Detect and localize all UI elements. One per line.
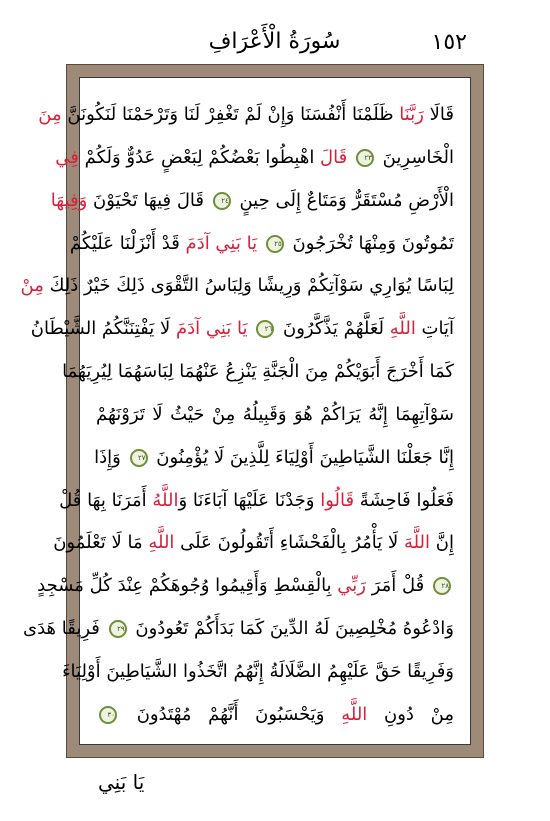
verse-text: آيَاتِ — [415, 318, 454, 340]
verse-text: قُلْ أَمَرَ — [366, 575, 430, 597]
verse-text: ظَلَمْنَا أَنْفُسَنَا وَإِنْ لَمْ تَغْفِرْ لَنَا وَتَرْحَمْنَا لَنَكُونَنَّ — [61, 104, 400, 125]
highlighted-word: فِي — [55, 146, 79, 168]
verse-line — [59, 486, 454, 516]
verse-line — [96, 400, 454, 430]
ayah-number-marker: ٢٩ — [109, 620, 127, 638]
verse-line — [50, 186, 454, 216]
ayah-number-marker: ٢٦ — [256, 320, 274, 338]
verse-line — [96, 443, 454, 473]
verse-text: إِنَّ — [430, 532, 454, 554]
verse-line — [23, 614, 454, 644]
verse-text: بِالْقِسْطِ وَأَقِيمُوا وُجُوهَكُمْ عِنْدَ كُلِّ مَسْجِدٍ — [37, 575, 338, 597]
verse-text: مَا لَا تَعْلَمُونَ — [53, 532, 149, 554]
verse-line — [69, 229, 454, 259]
verse-text: وَفَرِيقًا حَقَّ عَلَيْهِمُ الضَّلَالَةُ إِنَّهُمُ اتَّخَذُوا الشَّيَاطِينَ أَوْلِيَاءَ — [62, 660, 454, 682]
verse-text: كَمَا أَخْرَجَ أَبَوَيْكُمْ مِنَ الْجَنَّةِ يَنْزِعُ عَنْهُمَا لِبَاسَهُمَا لِيُرِيَهُمَا — [62, 361, 454, 383]
highlighted-word: رَبِّي — [337, 575, 367, 597]
ayah-number-marker: ٢٥ — [266, 235, 284, 253]
highlighted-word: قَالُوا — [320, 489, 355, 511]
verse-text: الْأَرْضِ مُسْتَقَرٌّ وَمَتَاعٌ إِلَى حِينٍ — [233, 189, 454, 211]
highlighted-word: اللَّهِ — [148, 532, 175, 554]
verse-text: الْخَاسِرِينَ — [376, 146, 454, 168]
verse-text — [257, 233, 263, 254]
verse-text: وَإِذَا — [94, 446, 127, 468]
verse-text: لَا يَأْمُرُ بِالْفَحْشَاءِ أَتَقُولُونَ عَلَى — [174, 532, 404, 554]
highlighted-word: مِنْ — [20, 275, 44, 297]
highlighted-word: وَفِيهَا — [50, 189, 88, 211]
ayah-number-marker: ٢٤ — [213, 192, 231, 210]
verse-line — [38, 100, 454, 130]
verse-text: مِنْ دُونِ — [367, 703, 455, 725]
ayah-number-marker: ٢٣ — [356, 149, 374, 167]
page-number: ١٥٢ — [431, 30, 467, 55]
highlighted-word: اللَّهِ — [389, 318, 416, 340]
highlighted-word: اللَّهَ — [403, 532, 431, 554]
verse-text: قَالَ فِيهَا تَحْيَوْنَ — [87, 189, 210, 211]
verse-line — [20, 271, 454, 301]
highlighted-word: يَا بَنِي آدَمَ — [185, 232, 258, 254]
verse-text: لَا يَفْتِنَنَّكُمُ الشَّيْطَانُ — [30, 318, 176, 340]
page-border-frame — [20, 64, 484, 758]
verse-line — [55, 143, 454, 173]
verse-text: وَادْعُوهُ مُخْلِصِينَ لَهُ الدِّينَ كَمَا بَدَأَكُمْ تَعُودُونَ — [129, 618, 454, 640]
verse-text-block — [20, 100, 455, 730]
verse-text: لِبَاسًا يُوَارِي سَوْآتِكُمْ وَرِيشًا وَلِبَاسُ التَّقْوَى ذَلِكَ خَيْرٌ ذَلِكَ — [43, 275, 454, 297]
catchword: يَا بَنِي — [98, 770, 145, 794]
verse-text: فَعَلُوا فَاحِشَةً — [354, 489, 454, 511]
verse-text: تَمُوتُونَ وَمِنْهَا تُخْرَجُونَ — [286, 232, 454, 254]
verse-line — [62, 357, 454, 387]
highlighted-word: قَالَ — [320, 146, 348, 168]
verse-line — [30, 314, 454, 344]
text-panel — [20, 77, 471, 745]
verse-line — [37, 571, 454, 601]
verse-text: قَالَا — [423, 104, 454, 125]
verse-text: إِنَّا جَعَلْنَا الشَّيَاطِينَ أَوْلِيَاءَ لِلَّذِينَ لَا يُؤْمِنُونَ — [150, 446, 454, 468]
verse-text: قَدْ أَنْزَلْنَا عَلَيْكُمْ — [69, 232, 186, 254]
verse-text: وَجَدْنَا عَلَيْهَا آبَاءَنَا وَ — [178, 489, 321, 511]
ayah-number-marker: ٣٠ — [99, 706, 117, 724]
verse-text: اهْبِطُوا بَعْضُكُمْ لِبَعْضٍ عَدُوٌّ وَلَكُمْ — [78, 146, 321, 168]
highlighted-word: اللَّهِ — [341, 703, 368, 725]
verse-line — [62, 657, 454, 687]
ayah-number-marker: ٢٨ — [433, 577, 451, 595]
verse-line — [96, 700, 454, 730]
verse-text: لَعَلَّهُمْ يَذَّكَّرُونَ — [277, 318, 390, 340]
verse-text: وَيَحْسَبُونَ أَنَّهُمْ مُهْتَدُونَ — [120, 703, 342, 725]
verse-text: أَمَرَنَا بِهَا قُلْ — [59, 489, 153, 511]
verse-text: فَرِيقًا هَدَى — [23, 618, 106, 640]
highlighted-word: مِنَ — [38, 104, 62, 125]
page-header — [82, 26, 467, 62]
verse-line — [53, 528, 454, 558]
highlighted-word: رَبَّنَا — [399, 104, 424, 125]
highlighted-word: اللَّهُ — [152, 489, 179, 511]
verse-text: سَوْآتِهِمَا إِنَّهُ يَرَاكُمْ هُوَ وَقَبِيلُهُ مِنْ حَيْثُ لَا تَرَوْنَهُمْ — [96, 403, 454, 425]
ayah-number-marker: ٢٧ — [130, 449, 148, 467]
surah-title: سُورَةُ الْأَعْرَافِ — [208, 29, 341, 54]
verse-text — [248, 318, 254, 339]
highlighted-word: يَا بَنِي آدَمَ — [175, 318, 248, 340]
verse-text — [347, 147, 353, 168]
